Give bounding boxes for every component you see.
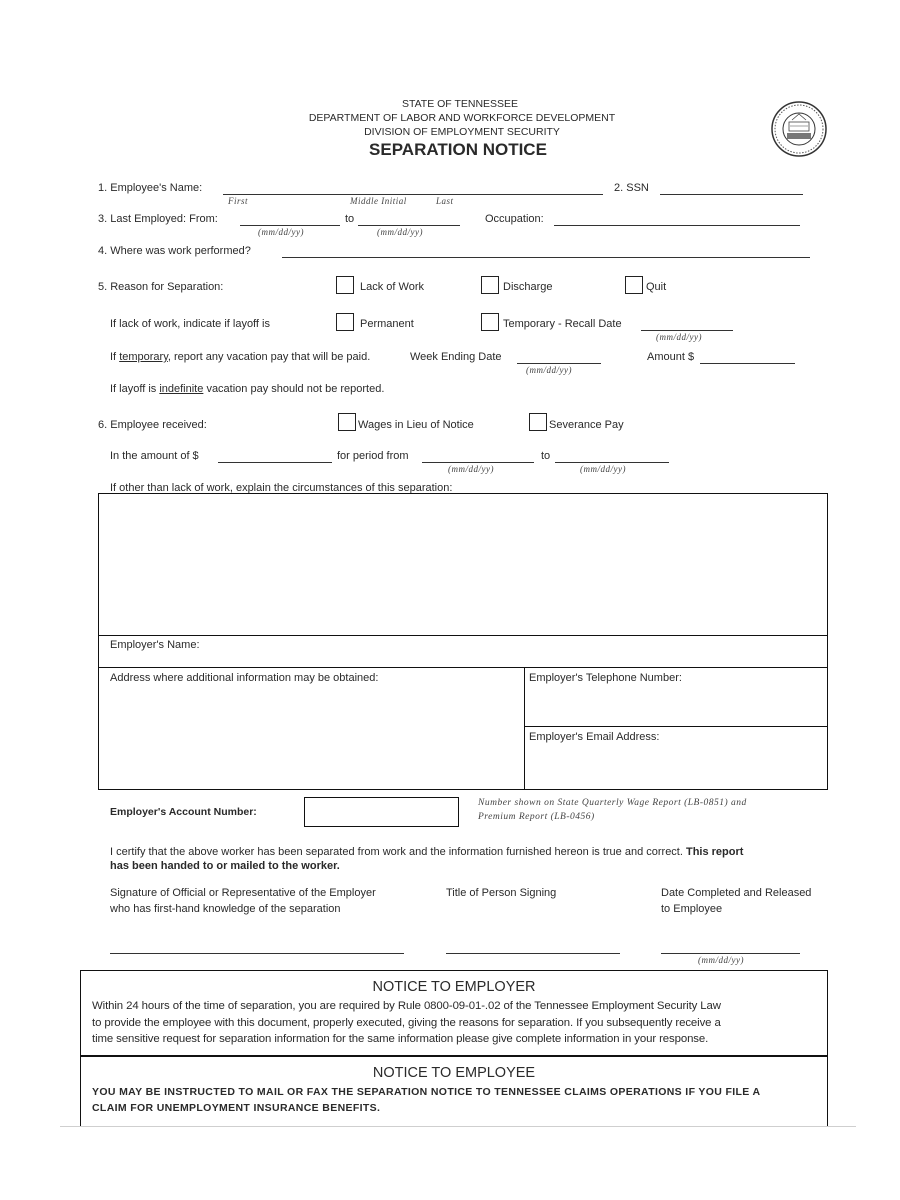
recall-date-hint: (mm/dd/yy)	[656, 332, 702, 342]
divider	[524, 726, 828, 727]
header-department: DEPARTMENT OF LABOR AND WORKFORCE DEVELOPMENT	[308, 112, 616, 124]
explain-label: If other than lack of work, explain the circumstances of this separation:	[110, 482, 453, 494]
week-ending-hint: (mm/dd/yy)	[526, 365, 572, 375]
middle-hint: Middle Initial	[350, 196, 407, 206]
period-from-hint: (mm/dd/yy)	[448, 464, 494, 474]
vacation-amount-field[interactable]	[700, 363, 795, 364]
to-label: to	[345, 213, 355, 225]
temporary-word: temporary	[119, 351, 168, 363]
signature-field[interactable]	[110, 953, 404, 954]
email-label: Employer's Email Address:	[529, 731, 660, 743]
ssn-label: 2. SSN	[614, 182, 649, 194]
certify-bold1: This report	[685, 846, 744, 858]
permanent-checkbox[interactable]	[336, 313, 354, 331]
quit-checkbox[interactable]	[625, 276, 643, 294]
wages-in-lieu-label: Wages in Lieu of Notice	[358, 419, 474, 431]
employee-name-label: 1. Employee's Name:	[98, 182, 203, 194]
discharge-label: Discharge	[503, 281, 553, 293]
period-to-label: to	[541, 450, 551, 462]
employed-to-field[interactable]	[358, 225, 460, 226]
explanation-textarea[interactable]	[99, 494, 827, 635]
received-amount-field[interactable]	[218, 462, 332, 463]
last-employed-label: 3. Last Employed: From:	[98, 213, 218, 225]
notice-employee-line2: CLAIM FOR UNEMPLOYMENT INSURANCE BENEFITS.	[92, 1102, 381, 1114]
employed-from-field[interactable]	[240, 225, 340, 226]
indefinite-note-prefix: If layoff is	[110, 383, 157, 395]
occupation-label: Occupation:	[485, 213, 544, 225]
title-signing-field[interactable]	[446, 953, 620, 954]
notice-employer-title: NOTICE TO EMPLOYER	[372, 979, 536, 995]
work-location-label: 4. Where was work performed?	[98, 245, 251, 257]
notice-employer-line3: time sensitive request for separation information for the same information please give complete information in your response.	[92, 1033, 709, 1045]
reason-label: 5. Reason for Separation:	[98, 281, 224, 293]
amount-label: Amount $	[647, 351, 695, 363]
date-completed-line1: Date Completed and Released	[661, 887, 812, 899]
certify-line1: I certify that the above worker has been separated from work and the information furnished hereon is true and correct.	[110, 846, 683, 858]
lack-of-work-checkbox[interactable]	[336, 276, 354, 294]
temporary-note-prefix: If	[110, 351, 117, 363]
header-division: DIVISION OF EMPLOYMENT SECURITY	[364, 126, 560, 138]
address-label: Address where additional information may be obtained:	[110, 672, 379, 684]
temporary-label: Temporary - Recall Date	[503, 318, 622, 330]
employer-name-label: Employer's Name:	[110, 639, 200, 651]
page-title: SEPARATION NOTICE	[369, 140, 547, 159]
employee-name-field[interactable]	[223, 194, 603, 195]
first-hint: First	[228, 196, 249, 206]
severance-pay-checkbox[interactable]	[529, 413, 547, 431]
layoff-label: If lack of work, indicate if layoff is	[110, 318, 270, 330]
indefinite-note-suffix: vacation pay should not be reported.	[206, 383, 385, 395]
divider	[98, 667, 828, 668]
permanent-label: Permanent	[360, 318, 414, 330]
title-signing-label: Title of Person Signing	[446, 887, 557, 899]
work-location-field[interactable]	[282, 257, 810, 258]
week-ending-field[interactable]	[517, 363, 601, 364]
lack-of-work-label: Lack of Work	[360, 281, 424, 293]
wages-in-lieu-checkbox[interactable]	[338, 413, 356, 431]
header-state: STATE OF TENNESSEE	[401, 98, 519, 110]
recall-date-field[interactable]	[641, 330, 733, 331]
notice-employer-line1: Within 24 hours of the time of separation, you are required by Rule 0800-09-01-.02 of the Tennessee Employment Security Law	[92, 1000, 721, 1012]
to-date-hint: (mm/dd/yy)	[377, 227, 423, 237]
temporary-note	[110, 351, 370, 363]
period-to-field[interactable]	[555, 462, 669, 463]
from-date-hint: (mm/dd/yy)	[258, 227, 304, 237]
period-from-field[interactable]	[422, 462, 534, 463]
occupation-field[interactable]	[554, 225, 800, 226]
notice-employee-line1: YOU MAY BE INSTRUCTED TO MAIL OR FAX THE SEPARATION NOTICE TO TENNESSEE CLAIMS OPERATIONS IF YOU FILE A	[92, 1086, 761, 1098]
signature-label-line1: Signature of Official or Representative of the Employer	[110, 887, 376, 899]
indefinite-word: indefinite	[159, 383, 204, 395]
page-bottom-edge	[60, 1126, 856, 1127]
certify-bold2: has been handed to or mailed to the worker.	[110, 860, 340, 872]
date-completed-hint: (mm/dd/yy)	[698, 955, 744, 965]
employee-received-label: 6. Employee received:	[98, 419, 207, 431]
account-number-label: Employer's Account Number:	[110, 806, 257, 818]
divider	[524, 667, 525, 790]
discharge-checkbox[interactable]	[481, 276, 499, 294]
period-to-hint: (mm/dd/yy)	[580, 464, 626, 474]
period-from-label: for period from	[337, 450, 409, 462]
last-hint: Last	[436, 196, 454, 206]
notice-employee-title: NOTICE TO EMPLOYEE	[372, 1065, 536, 1081]
temporary-checkbox[interactable]	[481, 313, 499, 331]
signature-label-line2: who has first-hand knowledge of the separation	[110, 903, 341, 915]
date-completed-field[interactable]	[661, 953, 800, 954]
certify-text	[110, 846, 743, 858]
notice-employer-line2: to provide the employee with this document, properly executed, giving the reasons for separation. If you subsequently receive a	[92, 1017, 721, 1029]
severance-pay-label: Severance Pay	[549, 419, 624, 431]
account-number-input[interactable]	[304, 797, 459, 827]
account-note-line1: Number shown on State Quarterly Wage Report (LB-0851) and	[478, 798, 747, 808]
date-completed-line2: to Employee	[661, 903, 723, 915]
state-seal-icon	[770, 100, 828, 158]
ssn-field[interactable]	[660, 194, 803, 195]
quit-label: Quit	[646, 281, 667, 293]
received-amount-label: In the amount of $	[110, 450, 199, 462]
telephone-label: Employer's Telephone Number:	[529, 672, 682, 684]
indefinite-note	[110, 383, 384, 395]
account-note-line2: Premium Report (LB-0456)	[478, 812, 595, 822]
temporary-note-suffix: , report any vacation pay that will be paid.	[167, 351, 371, 363]
divider	[98, 635, 828, 636]
week-ending-label: Week Ending Date	[410, 351, 502, 363]
